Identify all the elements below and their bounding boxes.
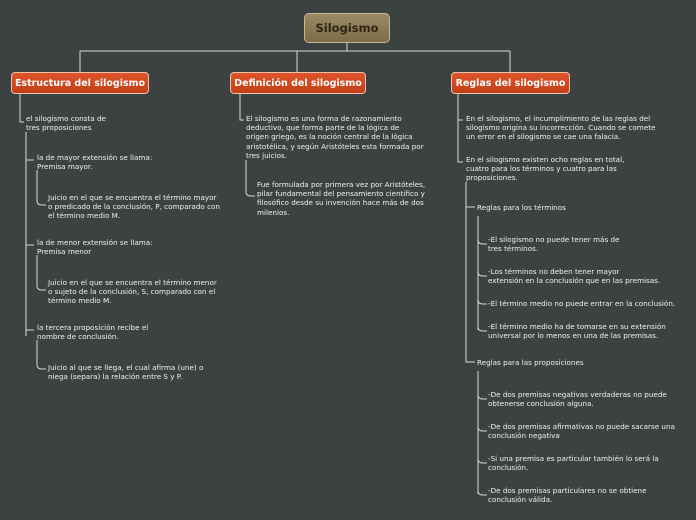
branch-definicion-title: Definición del silogismo (234, 77, 362, 89)
branch-definicion[interactable] (230, 72, 366, 94)
text-line: el término medio M. (48, 211, 121, 221)
text-line: nombre de conclusión. (37, 332, 119, 342)
text-line: término medio M. (48, 296, 112, 306)
premisa-menor-description[interactable] (48, 278, 217, 306)
text-line: Reglas para las proposiciones (477, 358, 584, 367)
text-line: o predicado de la conclusión, P, comparado con (48, 202, 220, 212)
text-line: En el silogismo, el incumplimiento de las reglas del (466, 114, 651, 123)
root-topic[interactable] (304, 13, 390, 43)
regla-termino-1[interactable] (488, 235, 619, 253)
text-line: -De dos premisas negativas verdaderas no puede (488, 390, 667, 399)
branch-estructura[interactable] (11, 72, 149, 94)
text-line: extensión en la conclusión que en las premisas. (488, 276, 661, 286)
text-line: silogismo origina su incorrección. Cuando se comete (466, 123, 656, 133)
reglas-proposiciones-label[interactable] (477, 358, 584, 367)
premisa-menor-topic[interactable] (37, 238, 153, 256)
text-line: obtenerse conclusión alguna. (488, 399, 594, 409)
regla-proposicion-4[interactable] (488, 486, 647, 504)
definicion-origen[interactable] (257, 180, 425, 217)
text-line: -El término medio ha de tomarse en su extensión (488, 322, 666, 331)
regla-proposicion-1[interactable] (488, 390, 667, 408)
text-line: un error en el silogismo se cae una falacia. (466, 132, 621, 142)
text-line: -Si una premisa es particular también lo será la (488, 454, 659, 463)
branch-reglas[interactable] (451, 72, 570, 94)
text-line: milenios. (257, 207, 290, 217)
branch-estructura-title: Estructura del silogismo (14, 77, 146, 89)
conclusion-description[interactable] (48, 363, 203, 381)
reglas-intro-incumplimiento[interactable] (466, 114, 655, 142)
text-line: Reglas para los términos (477, 203, 566, 212)
text-line: Juicio en el que se encuentra el término menor (48, 278, 217, 287)
text-line: El silogismo es una forma de razonamiento (246, 114, 402, 123)
text-line: pilar fundamental del pensamiento científico y (257, 189, 425, 199)
root-title: Silogismo (315, 21, 379, 35)
text-line: -De dos premisas particulares no se obtiene (488, 486, 647, 495)
text-line: cuatro para los términos y cuatro para las (466, 164, 617, 174)
text-line: niega (separa) la relación entre S y P. (48, 372, 183, 382)
text-line: la de mayor extensión se llama: (37, 153, 153, 162)
premisa-mayor-description[interactable] (48, 193, 220, 221)
estructura-intro[interactable] (26, 114, 106, 132)
regla-termino-2[interactable] (488, 267, 660, 285)
text-line: -El silogismo no puede tener más de (488, 235, 620, 244)
definicion-text[interactable] (246, 114, 424, 160)
text-line: proposiciones. (466, 173, 518, 183)
text-line: tres términos. (488, 244, 539, 254)
text-line: la de menor extensión se llama: (37, 238, 153, 247)
text-line: conclusión negativa (488, 431, 560, 441)
text-line: -De dos premisas afirmativas no puede sacarse una (488, 422, 675, 431)
text-line: -Los términos no deben tener mayor (488, 267, 620, 276)
regla-termino-4[interactable] (488, 322, 666, 340)
branch-reglas-title: Reglas del silogismo (455, 77, 566, 89)
reglas-terminos-label[interactable] (477, 203, 566, 212)
text-line: tres proposiciones (26, 123, 92, 133)
regla-proposicion-2[interactable] (488, 422, 675, 440)
text-line: Premisa mayor. (37, 162, 93, 172)
regla-termino-3[interactable] (488, 299, 675, 308)
premisa-mayor-topic[interactable] (37, 153, 152, 171)
text-line: la tercera proposición recibe el (37, 323, 149, 332)
conclusion-topic[interactable] (37, 323, 148, 341)
text-line: origen griego, es la noción central de la lógica (246, 132, 413, 142)
text-line: deductivo, que forma parte de la lógica de (246, 123, 400, 133)
text-line: -El término medio no puede entrar en la conclusión. (488, 299, 676, 308)
text-line: Fue formulada por primera vez por Aristóteles, (257, 180, 426, 189)
text-line: En el silogismo existen ocho reglas en total, (466, 155, 625, 164)
regla-proposicion-3[interactable] (488, 454, 659, 472)
text-line: Juicio en el que se encuentra el término mayor (48, 193, 217, 202)
text-line: aristotélica, y según Aristóteles esta formada por (246, 141, 424, 151)
text-line: conclusión válida. (488, 495, 553, 505)
text-line: o sujeto de la conclusión, S, comparado con el (48, 287, 216, 297)
text-line: tres juicios. (246, 150, 287, 160)
reglas-intro-ocho-reglas[interactable] (466, 155, 624, 183)
text-line: filosófico desde su invención hace más de dos (257, 198, 424, 208)
text-line: conclusión. (488, 463, 529, 473)
text-line: Juicio al que se llega, el cual afirma (une) o (48, 363, 204, 372)
text-line: el silogismo consta de (26, 114, 106, 123)
text-line: universal por lo menos en una de las premisas. (488, 331, 659, 341)
text-line: Premisa menor (37, 247, 92, 257)
